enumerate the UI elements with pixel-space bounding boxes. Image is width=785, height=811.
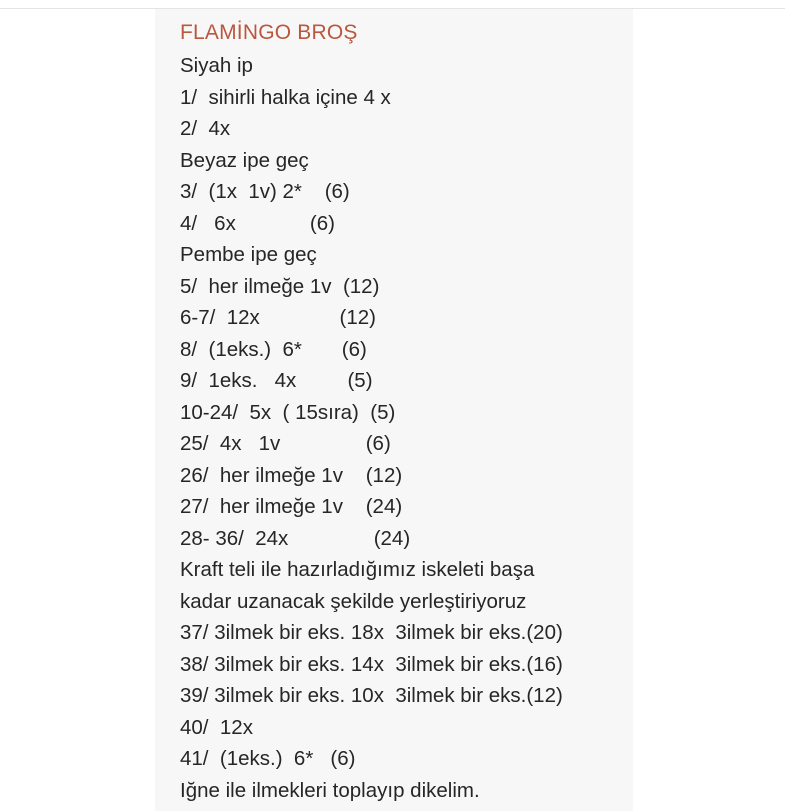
instruction-line: 28- 36/ 24x (24) xyxy=(180,526,411,550)
instruction-line: 38/ 3ilmek bir eks. 14x 3ilmek bir eks.(16) xyxy=(180,652,563,676)
instruction-line: Pembe ipe geç xyxy=(180,243,317,266)
instruction-line: 9/ 1eks. 4x (5) xyxy=(180,369,373,392)
instruction-line: 26/ her ilmeğe 1v (12) xyxy=(180,463,403,487)
instruction-line: 10-24/ 5x ( 15sıra) (5) xyxy=(180,400,396,424)
instruction-line: 2/ 4x xyxy=(180,117,231,140)
instruction-line: 27/ her ilmeğe 1v (24) xyxy=(180,495,403,518)
instruction-line: kadar uzanacak şekilde yerleştiriyoruz xyxy=(180,589,527,613)
instruction-line: 4/ 6x (6) xyxy=(180,211,335,235)
note-title: FLAMİNGO BROŞ xyxy=(180,21,358,44)
instruction-line: 25/ 4x 1v (6) xyxy=(180,432,391,455)
instruction-line: 39/ 3ilmek bir eks. 10x 3ilmek bir eks.(12) xyxy=(180,684,563,707)
instruction-line: 37/ 3ilmek bir eks. 18x 3ilmek bir eks.(20) xyxy=(180,621,563,644)
instruction-line: 41/ (1eks.) 6* (6) xyxy=(180,747,356,770)
instruction-line: 6-7/ 12x (12) xyxy=(180,306,376,329)
instruction-line: 1/ sihirli halka içine 4 x xyxy=(180,85,391,109)
instruction-line: 8/ (1eks.) 6* (6) xyxy=(180,337,367,361)
instruction-line: Siyah ip xyxy=(180,54,253,77)
instruction-line: 40/ 12x xyxy=(180,715,253,739)
instruction-line: 3/ (1x 1v) 2* (6) xyxy=(180,180,350,203)
instruction-line: Kraft teli ile hazırladığımız iskeleti başa xyxy=(180,558,535,581)
instruction-line: Beyaz ipe geç xyxy=(180,148,309,172)
instruction-line: 5/ her ilmeğe 1v (12) xyxy=(180,274,380,298)
pattern-instructions xyxy=(180,50,563,806)
instruction-line: Iğne ile ilmekleri toplayıp dikelim. xyxy=(180,778,480,802)
